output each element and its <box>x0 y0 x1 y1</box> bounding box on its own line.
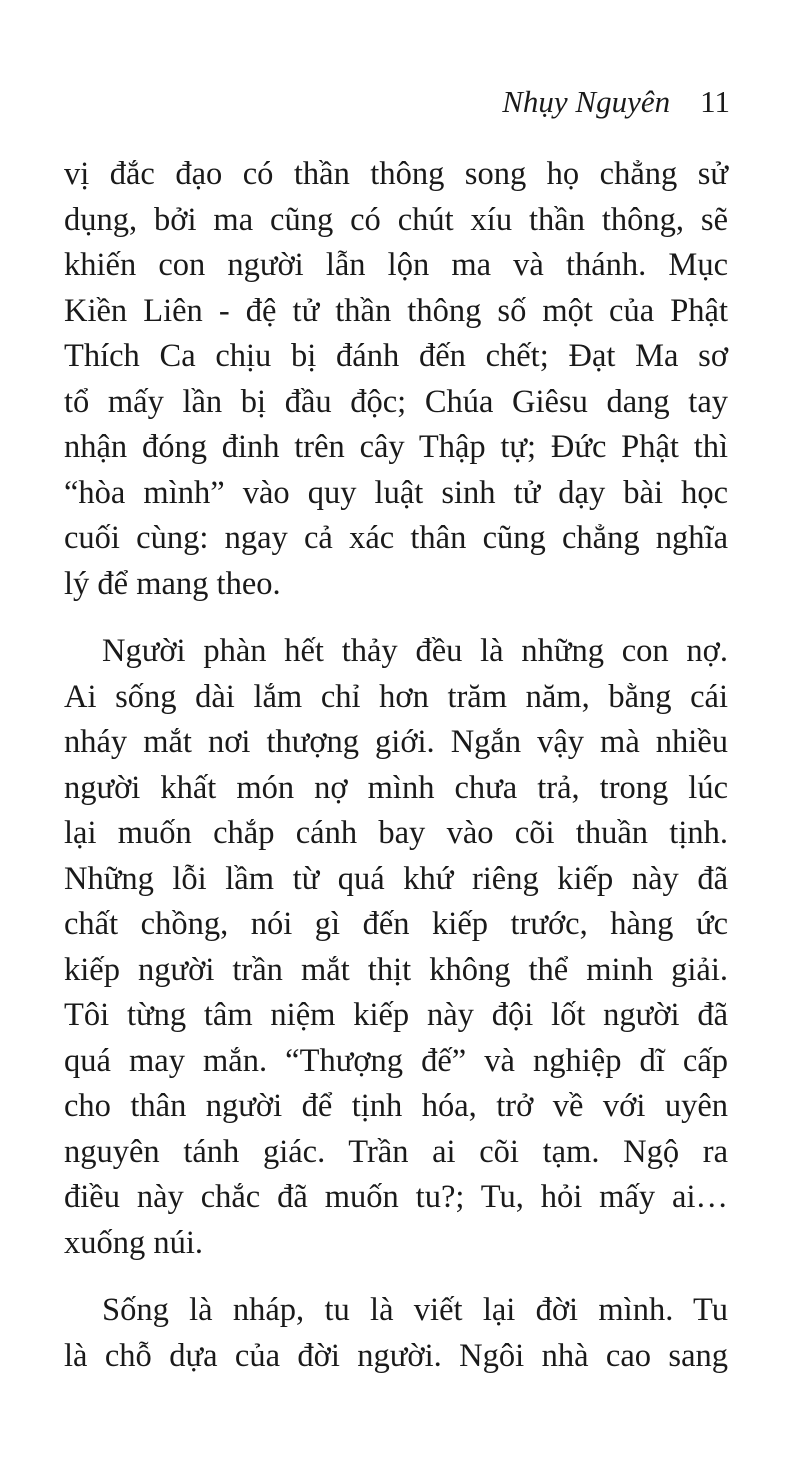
text-line: là chỗ dựa của đời người. Ngôi nhà cao sang <box>64 1337 728 1374</box>
text-line: người khất món nợ mình chưa trả, trong lúc <box>64 769 728 806</box>
text-line: Ai sống dài lắm chỉ hơn trăm năm, bằng cái <box>64 678 728 715</box>
paragraph <box>64 1288 728 1379</box>
text-line: tổ mấy lần bị đầu độc; Chúa Giêsu dang tay <box>64 383 728 420</box>
text-line: Kiền Liên - đệ tử thần thông số một của Phật <box>64 292 728 329</box>
text-line: Người phàn hết thảy đều là những con nợ. <box>102 633 728 669</box>
paragraph <box>64 152 728 607</box>
text-line: quá may mắn. “Thượng đế” và nghiệp dĩ cấp <box>64 1042 728 1079</box>
text-line: Tôi từng tâm niệm kiếp này đội lốt người đã <box>64 997 728 1033</box>
text-line: Những lỗi lầm từ quá khứ riêng kiếp này đã <box>64 860 728 897</box>
running-head <box>502 82 730 122</box>
text-line: nháy mắt nơi thượng giới. Ngắn vậy mà nhiều <box>64 724 728 760</box>
text-line: xuống núi. <box>64 1224 204 1261</box>
text-line: điều này chắc đã muốn tu?; Tu, hỏi mấy ai… <box>64 1179 728 1215</box>
text-line: nhận đóng đinh trên cây Thập tự; Đức Phật thì <box>64 429 728 465</box>
text-line: dụng, bởi ma cũng có chút xíu thần thông, sẽ <box>64 201 728 238</box>
text-line: khiến con người lẫn lộn ma và thánh. Mục <box>64 247 728 283</box>
text-line: Thích Ca chịu bị đánh đến chết; Đạt Ma sơ <box>64 338 728 374</box>
text-line: kiếp người trần mắt thịt không thể minh giải. <box>64 951 728 988</box>
text-line: Sống là nháp, tu là viết lại đời mình. Tu <box>102 1292 728 1328</box>
text-line: vị đắc đạo có thần thông song họ chẳng sử <box>64 156 728 192</box>
text-line: chất chồng, nói gì đến kiếp trước, hàng ức <box>64 906 728 942</box>
author-name: Nhụy Nguyên <box>502 84 671 119</box>
text-line: “hòa mình” vào quy luật sinh tử dạy bài học <box>64 474 728 511</box>
text-line: nguyên tánh giác. Trần ai cõi tạm. Ngộ ra <box>64 1133 728 1170</box>
text-line: cuối cùng: ngay cả xác thân cũng chẳng nghĩa <box>64 520 728 556</box>
body-text <box>64 152 728 1379</box>
text-line: lý để mang theo. <box>64 565 281 602</box>
paragraph <box>64 629 728 1266</box>
text-line: cho thân người để tịnh hóa, trở về với uyên <box>64 1088 728 1124</box>
page-number: 11 <box>700 84 730 119</box>
text-line: lại muốn chắp cánh bay vào cõi thuần tịnh. <box>64 815 728 851</box>
